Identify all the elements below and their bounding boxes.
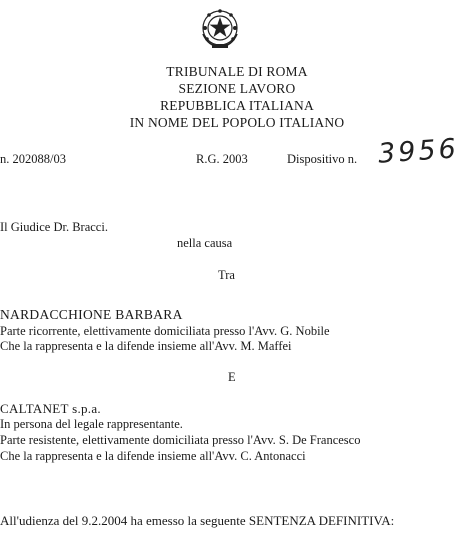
party1-name: NARDACCHIONE BARBARA	[0, 307, 183, 322]
dispositivo-label: Dispositivo n.	[287, 152, 358, 166]
party2-legal-rep: In persona del legale rappresentante.	[0, 417, 183, 431]
hearing-statement: All'udienza del 9.2.2004 ha emesso la seguente SENTENZA DEFINITIVA:	[0, 513, 395, 528]
judge-line: Il Giudice Dr. Bracci.	[0, 220, 108, 234]
people-heading: IN NOME DEL POPOLO ITALIANO	[129, 115, 345, 130]
tra-line: Tra	[218, 268, 235, 282]
party2-name: CALTANET s.p.a.	[0, 401, 101, 416]
in-causa-line: nella causa	[177, 236, 233, 250]
party1-representation: Che la rappresenta e la difende insieme all'Avv. M. Maffei	[0, 339, 292, 353]
party2-domicile: Parte resistente, elettivamente domiciliata presso l'Avv. S. De Francesco	[0, 433, 361, 447]
e-separator: E	[228, 370, 236, 384]
dispositivo-handwritten-number: 3956	[377, 133, 460, 170]
party1-domicile: Parte ricorrente, elettivamente domiciliata presso l'Avv. G. Nobile	[0, 324, 330, 338]
party2-representation: Che la rappresenta e la difende insieme all'Avv. C. Antonacci	[0, 449, 306, 463]
court-name: TRIBUNALE DI ROMA	[166, 64, 308, 79]
general-register: R.G. 2003	[196, 152, 248, 166]
republic-heading: REPUBBLICA ITALIANA	[160, 98, 314, 113]
italian-republic-emblem-icon	[198, 6, 242, 50]
case-number: n. 202088/03	[0, 152, 66, 166]
court-section: SEZIONE LAVORO	[178, 81, 296, 96]
